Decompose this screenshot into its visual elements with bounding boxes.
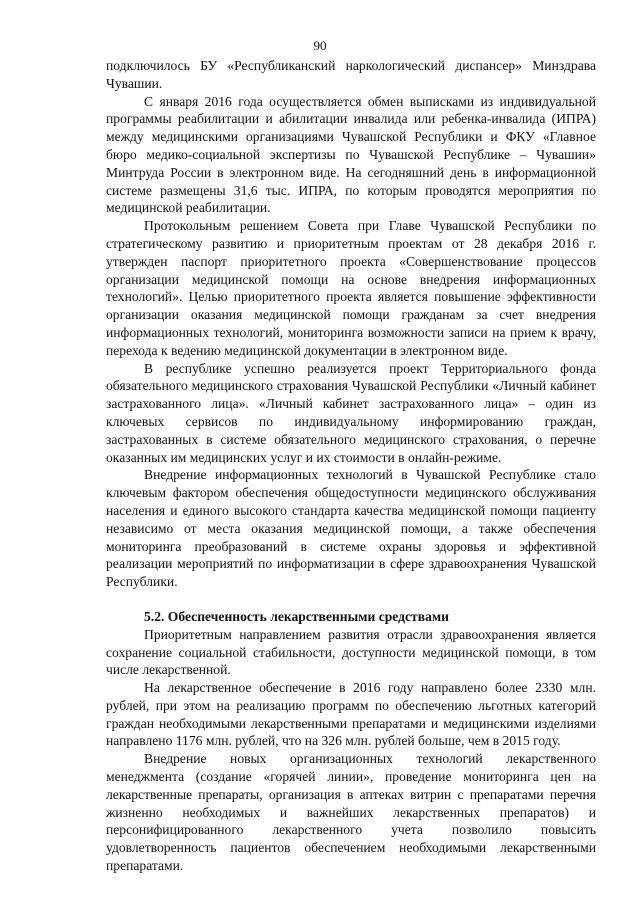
section-heading: 5.2. Обеспеченность лекарственными средствами <box>144 608 449 624</box>
paragraph: Приоритетным направлением развития отрасли здравоохранения является сохранение социальной стабильности, доступности медицинской помощи, в том числе лекарственной. <box>106 626 596 678</box>
page-body <box>106 57 596 875</box>
paragraph: В республике успешно реализуется проект Территориального фонда обязательного медицинского страхования Чувашской Республики «Личный кабинет застрахованного лица». «Личный кабинет застрахованного лица» – один из ключевых сервисов по индивидуальному информированию граждан, застрахованных в системе обязательного медицинского страхования, о перечне оказанных им медицинских услуг и их стоимости в онлайн-режиме. <box>106 360 596 465</box>
paragraph: Внедрение новых организационных технологий лекарственного менеджмента (создание «горячей линии», проведение мониторинга цен на лекарственные препараты, организация в аптеках витрин с препаратами перечня жизненно необходимых и важнейших лекарственных препаратов) и персонифицированного лекарственного учета позволило повысить удовлетворенность пациентов обеспечением необходимыми лекарственными препаратами. <box>106 751 596 874</box>
paragraph: Внедрение информационных технологий в Чувашской Республике стало ключевым фактором обеспечения общедоступности медицинского обслуживания населения и единого высокого стандарта качества медицинской помощи пациенту независимо от места оказания медицинской помощи, а также обеспечения мониторинга преобразований в системе охраны здоровья и эффективной реализации мероприятий по информатизации в сфере здравоохранения Чувашской Республики. <box>106 467 596 590</box>
paragraph: подключилось БУ «Республиканский наркологический диспансер» Минздрава Чувашии. <box>106 58 596 91</box>
paragraph: С января 2016 года осуществляется обмен выписками из индивидуальной программы реабилитации и абилитации инвалида или ребенка-инвалида (ИПРА) между медицинскими организациями Чувашской Республики и ФКУ «Главное бюро медико-социальной экспертизы по Чувашской Республике – Чувашии» Минтруда России в электронном виде. На сегодняшний день в информационной системе размещены 31,6 тыс. ИПРА, по которым проводятся мероприятия по медицинской реабилитации. <box>106 93 596 216</box>
page-number: 90 <box>313 38 327 53</box>
paragraph: Протокольным решением Совета при Главе Чувашской Республики по стратегическому развитию и приоритетным проектам от 28 декабря 2016 г. утвержден паспорт приоритетного проекта «Совершенствование процессов организации медицинской помощи на основе внедрения информационных технологий». Целью приоритетного проекта является повышение эффективности организации оказания медицинской помощи гражданам за счет внедрения информационных технологий, мониторинга возможности записи на прием к врачу, перехода к ведению медицинской документации в электронном виде. <box>106 218 596 358</box>
paragraph: На лекарственное обеспечение в 2016 году направлено более 2330 млн. рублей, при этом на реализацию программ по обеспечению льготных категорий граждан необходимыми лекарственными препаратами и медицинскими изделиями направлено 1176 млн. рублей, что на 326 млн. рублей больше, чем в 2015 году. <box>106 680 596 749</box>
